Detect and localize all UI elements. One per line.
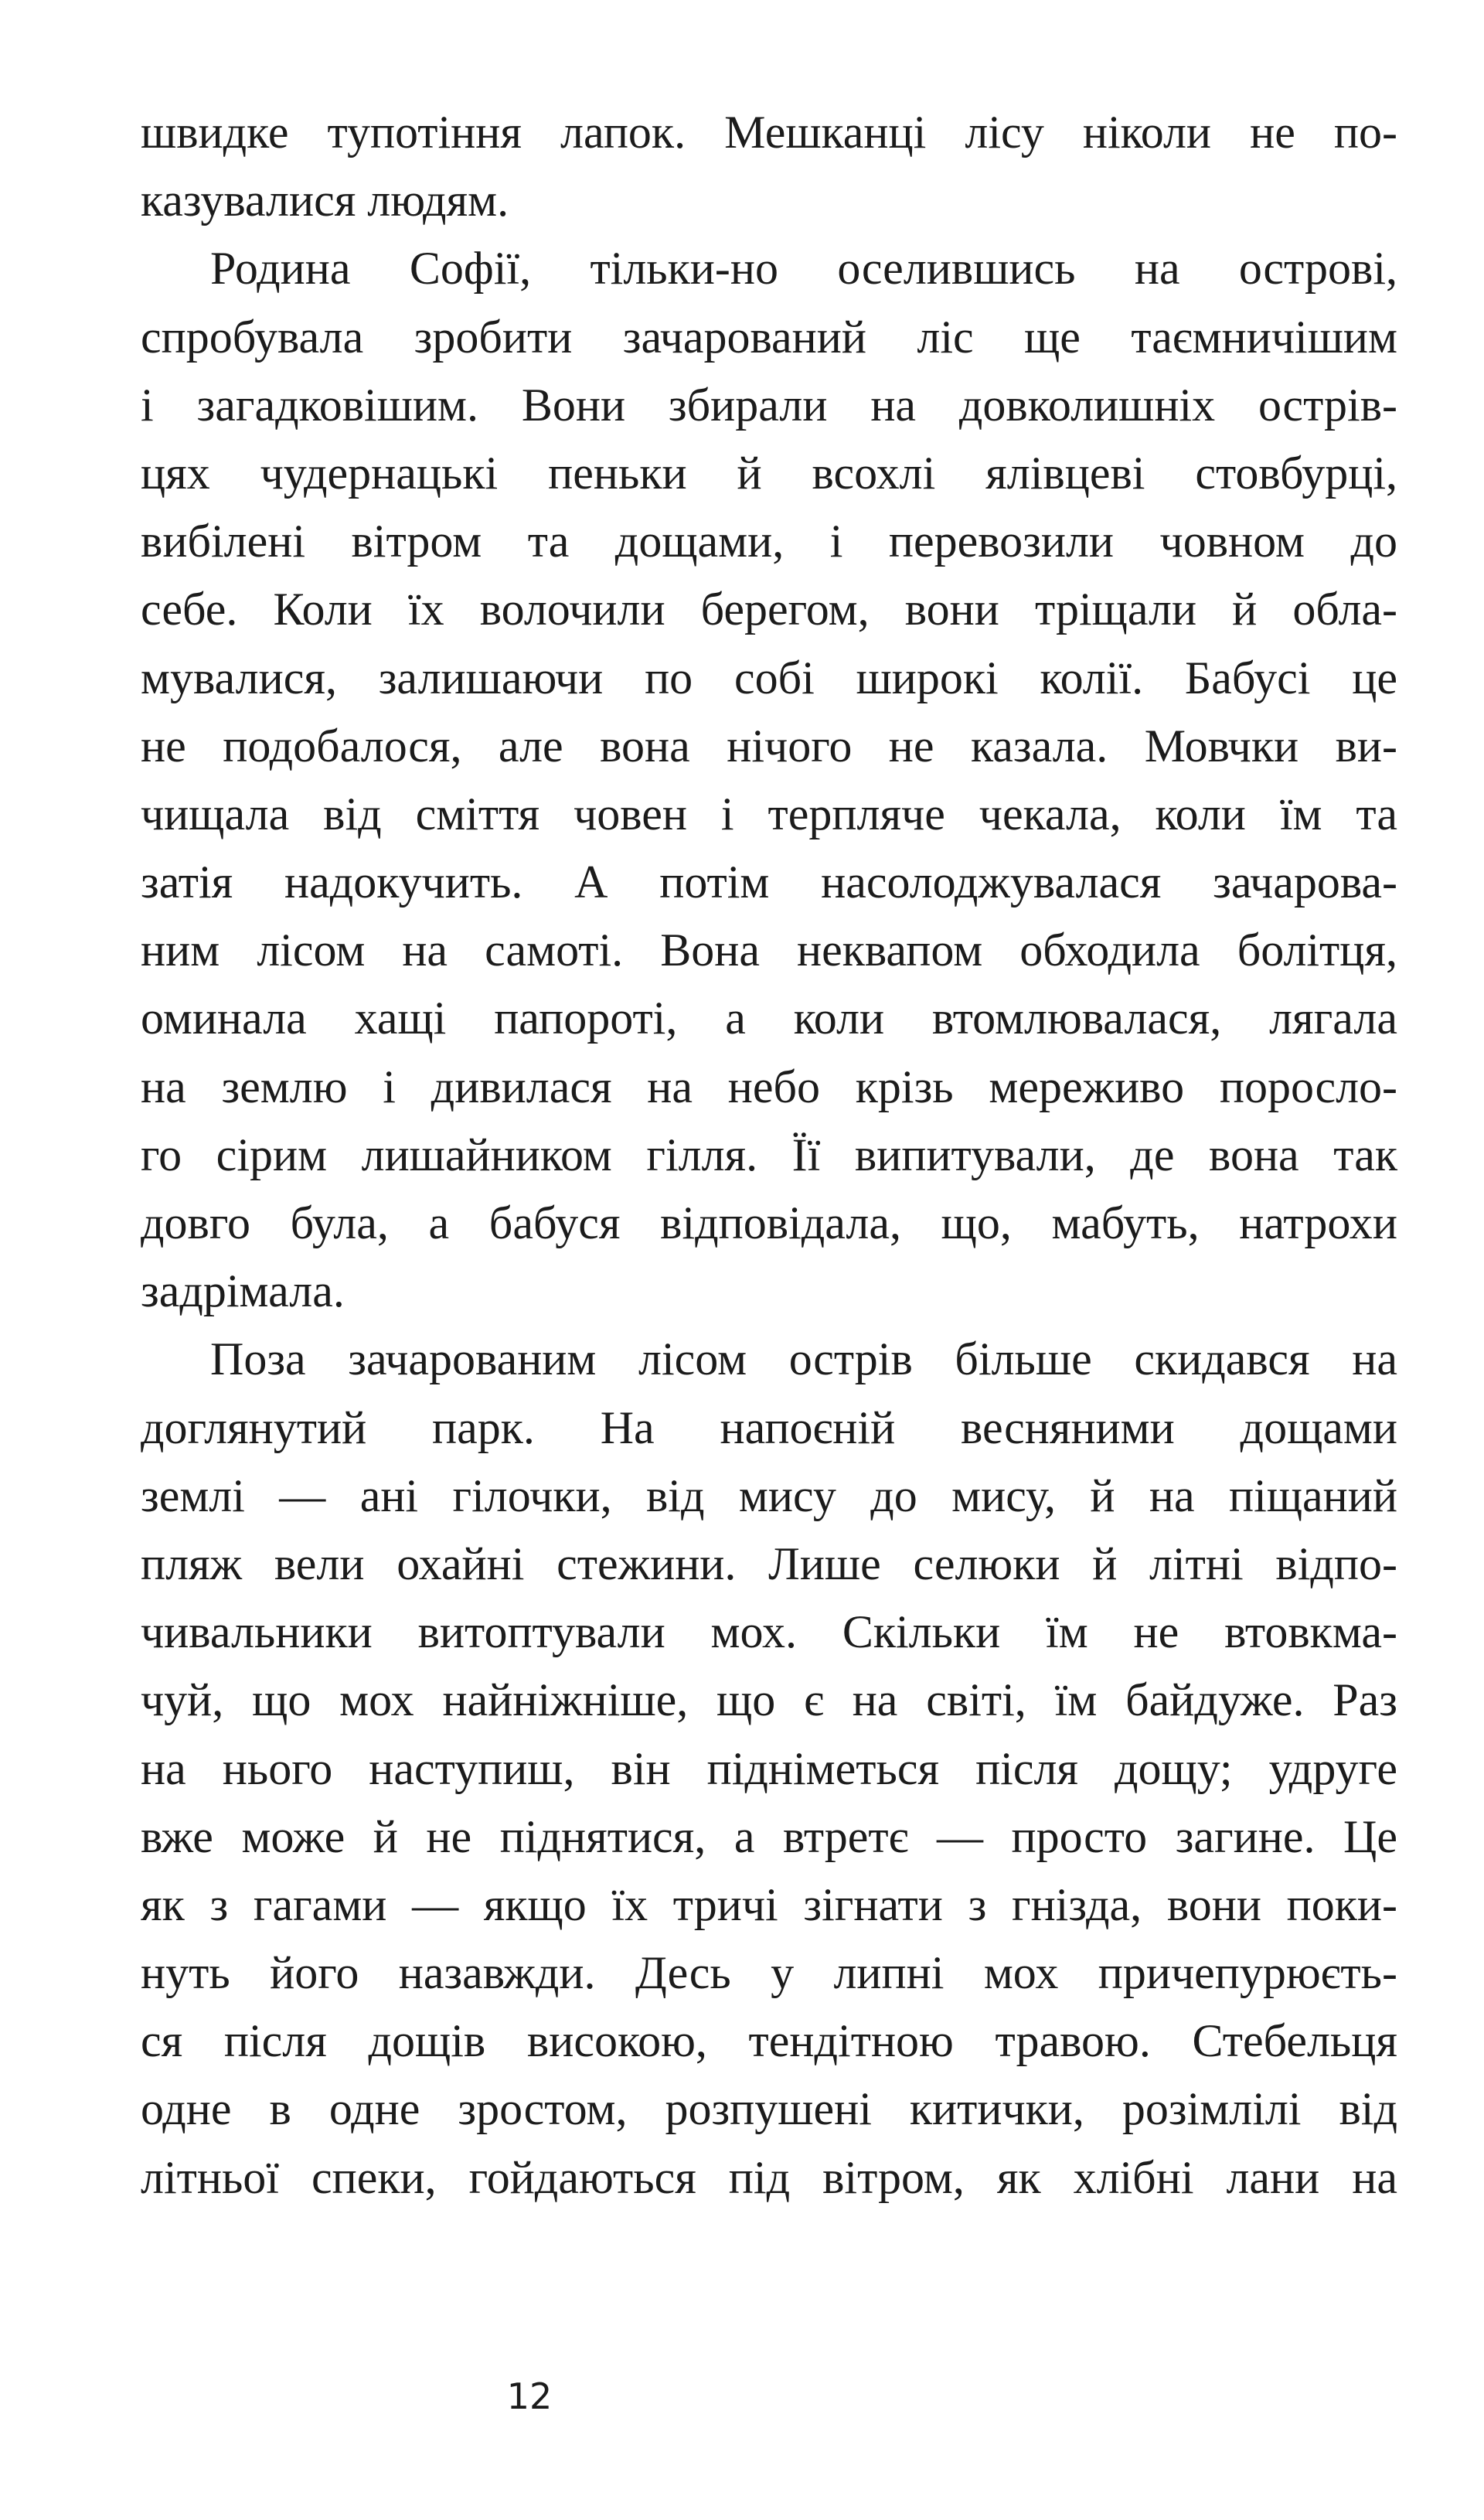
text-line: го сірим лишайником гілля. Її випитували, де вона так [141, 1129, 1397, 1180]
text-line: вже може й не піднятися, а втретє — просто загине. Це [141, 1810, 1397, 1862]
text-line: цях чудернацькі пеньки й всохлі ялівцеві стовбурці, [141, 447, 1397, 499]
page-number: 12 [506, 2375, 553, 2417]
text-line: чивальники витоптували мох. Скільки їм не втовкма- [141, 1606, 1397, 1658]
text-line: пляж вели охайні стежини. Лише селюки й літні відпо- [141, 1538, 1397, 1589]
text-line: ся після дощів високою, тендітною травою. Стебельця [141, 2015, 1397, 2067]
text-line: мувалися, залишаючи по собі широкі колії. Бабусі це [141, 652, 1397, 703]
text-line: чуй, що мох найніжніше, що є на світі, їм байдуже. Раз [141, 1674, 1397, 1726]
body-text [141, 98, 1397, 2212]
text-line: як з гагами — якщо їх тричі зігнати з гнізда, вони поки- [141, 1878, 1397, 1930]
text-line: землі — ані гілочки, від мису до мису, й на піщаний [141, 1469, 1397, 1521]
text-line-paragraph-start: Поза зачарованим лісом острів більше скидався на [210, 1333, 1397, 1385]
text-line: літньої спеки, гойдаються під вітром, як хлібні лани на [141, 2151, 1397, 2203]
text-line: спробувала зробити зачарований ліс ще таємничішим [141, 311, 1397, 363]
text-line: швидке тупотіння лапок. Мешканці лісу ніколи не по- [141, 107, 1397, 158]
text-line: себе. Коли їх волочили берегом, вони тріщали й обла- [141, 584, 1397, 635]
text-line: нуть його назавжди. Десь у липні мох причепурюєть- [141, 1947, 1397, 1999]
text-line: затія надокучить. А потім насолоджувалася зачарова- [141, 856, 1397, 908]
text-line: на землю і дивилася на небо крізь мереживо поросло- [141, 1061, 1397, 1112]
text-line: оминала хащі папороті, а коли втомлювалася, лягала [141, 993, 1397, 1044]
text-line-paragraph-start: Родина Софії, тільки-но оселившись на острові, [210, 243, 1397, 295]
text-line: чищала від сміття човен і терпляче чекала, коли їм та [141, 788, 1397, 839]
text-line: і загадковішим. Вони збирали на довколишніх острів- [141, 379, 1397, 431]
text-line: довго була, а бабуся відповідала, що, мабуть, натрохи [141, 1197, 1397, 1248]
text-line: одне в одне зростом, розпушені китички, розімлілі від [141, 2083, 1397, 2135]
text-line: задрімала. [141, 1265, 345, 1317]
text-line: не подобалося, але вона нічого не казала. Мовчки ви- [141, 720, 1397, 771]
text-line: вибілені вітром та дощами, і перевозили човном до [141, 516, 1397, 567]
text-line: ним лісом на самоті. Вона неквапом обходила болітця, [141, 925, 1397, 976]
text-line: казувалися людям. [141, 175, 509, 226]
text-line: на нього наступиш, він підніметься після дощу; удруге [141, 1742, 1397, 1794]
text-line: доглянутий парк. На напоєній весняними дощами [141, 1401, 1397, 1453]
